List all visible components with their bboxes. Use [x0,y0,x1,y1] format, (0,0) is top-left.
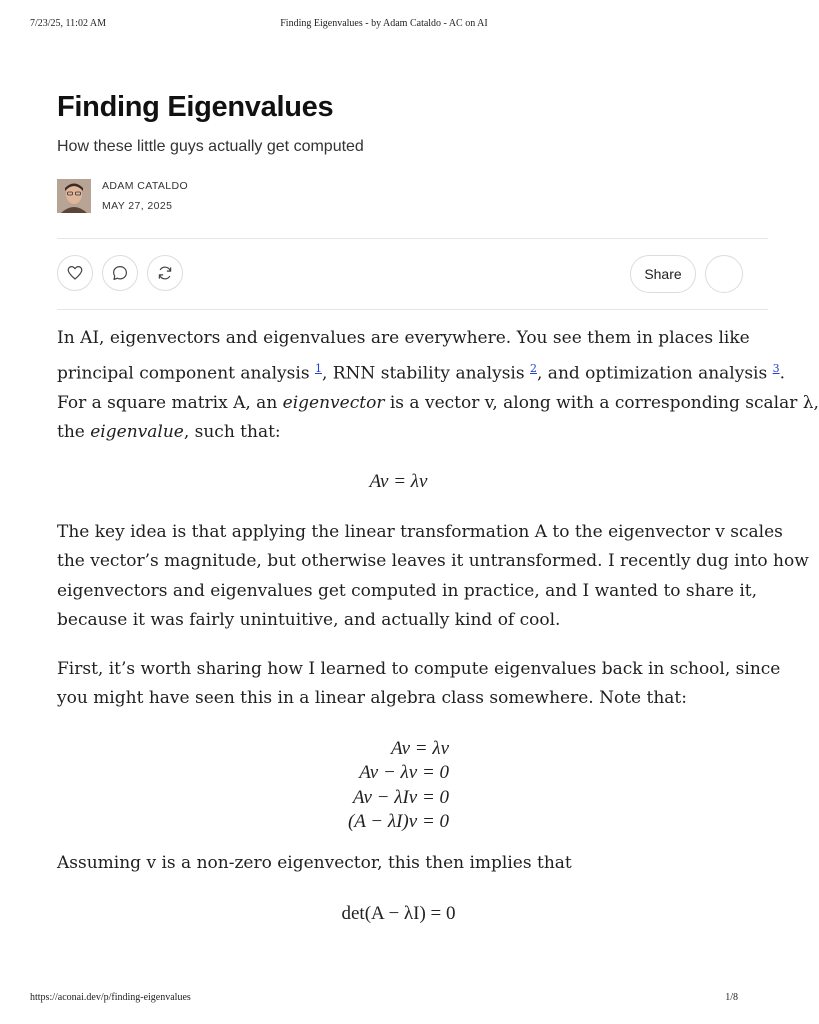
article [57,88,819,926]
comment-button[interactable] [102,255,138,291]
equation-row: Av = λv [391,737,450,759]
article-title: Finding Eigenvalues [57,91,334,123]
paragraph-1-line-4 [57,418,768,448]
text-segment: , and optimization analysis [537,363,773,384]
comment-icon [111,264,129,282]
publish-date: MAY 27, 2025 [102,200,173,212]
paragraph-3 [57,655,781,714]
article-subtitle: How these little guys actually get computed [57,138,364,155]
restack-button[interactable] [147,255,183,291]
equation-eigen: Av = λv [369,470,428,492]
text-segment: the [57,422,91,443]
like-button[interactable] [57,255,93,291]
equation-determinant: det(A − λI) = 0 [341,903,456,925]
paragraph-2-line-2: the vector’s magnitude, but otherwise leaves it untransformed. I recently dug into how [57,551,809,572]
author-avatar[interactable] [57,179,91,213]
emphasis-eigenvalue: eigenvalue [90,422,184,443]
action-bar [57,238,768,310]
heart-icon [66,264,84,282]
text-segment: , RNN stability analysis [321,363,530,384]
footnote-2-link[interactable]: 2 [530,361,537,375]
paragraph-1-line-3 [57,389,819,419]
footnote-1-link[interactable]: 1 [314,361,322,375]
print-page-number: 1/8 [725,992,738,1003]
paragraph-2-line-1: The key idea is that applying the linear transformation A to the eigenvector v scales [57,521,783,542]
avatar-portrait-icon [57,179,91,213]
paragraph-4-line-1: Assuming v is a non-zero eigenvector, this then implies that [57,852,572,873]
text-segment: principal component analysis [57,363,315,384]
restack-icon [156,264,174,282]
more-options-button[interactable] [705,255,743,293]
text-segment: , such that: [183,422,281,443]
author-name[interactable]: ADAM CATALDO [102,180,189,192]
emphasis-eigenvector: eigenvector [282,392,385,413]
paragraph-1-line-1: In AI, eigenvectors and eigenvalues are everywhere. You see them in places like [57,328,750,348]
print-datetime: 7/23/25, 11:02 AM [30,18,107,29]
print-footer [0,992,768,1006]
paragraph-3-line-2: you might have seen this in a linear algebra class somewhere. Note that: [57,688,687,709]
text-segment: For a square matrix A, an [57,392,283,413]
equation-row: Av − λIv = 0 [352,786,450,808]
equation-row: (A − λI)v = 0 [347,811,450,833]
paragraph-2 [57,518,809,636]
equation-system [57,737,740,835]
print-url: https://aconai.dev/p/finding-eigenvalues [30,992,191,1003]
paragraph-3-line-1: First, it’s worth sharing how I learned to compute eigenvalues back in school, since [57,658,781,679]
paragraph-2-line-4: because it was fairly unintuitive, and actually kind of cool. [57,610,561,631]
byline [57,179,768,219]
print-page-title: Finding Eigenvalues - by Adam Cataldo - AC on AI [280,18,488,29]
paragraph-4 [57,849,768,879]
equation-row: Av − λv = 0 [359,762,450,784]
byline-text [102,180,188,212]
text-segment: is a vector v, along with a corresponding scalar λ, [384,392,819,413]
equation-column [348,737,449,835]
text-segment: . [779,363,786,384]
print-header [0,18,768,32]
paragraph-1 [57,324,819,448]
paragraph-1-line-2 [57,354,786,389]
paragraph-2-line-3: eigenvectors and eigenvalues get computed in practice, and I wanted to share it, [57,580,757,601]
share-button[interactable]: Share [630,255,696,293]
footnote-3-link[interactable]: 3 [772,361,780,375]
